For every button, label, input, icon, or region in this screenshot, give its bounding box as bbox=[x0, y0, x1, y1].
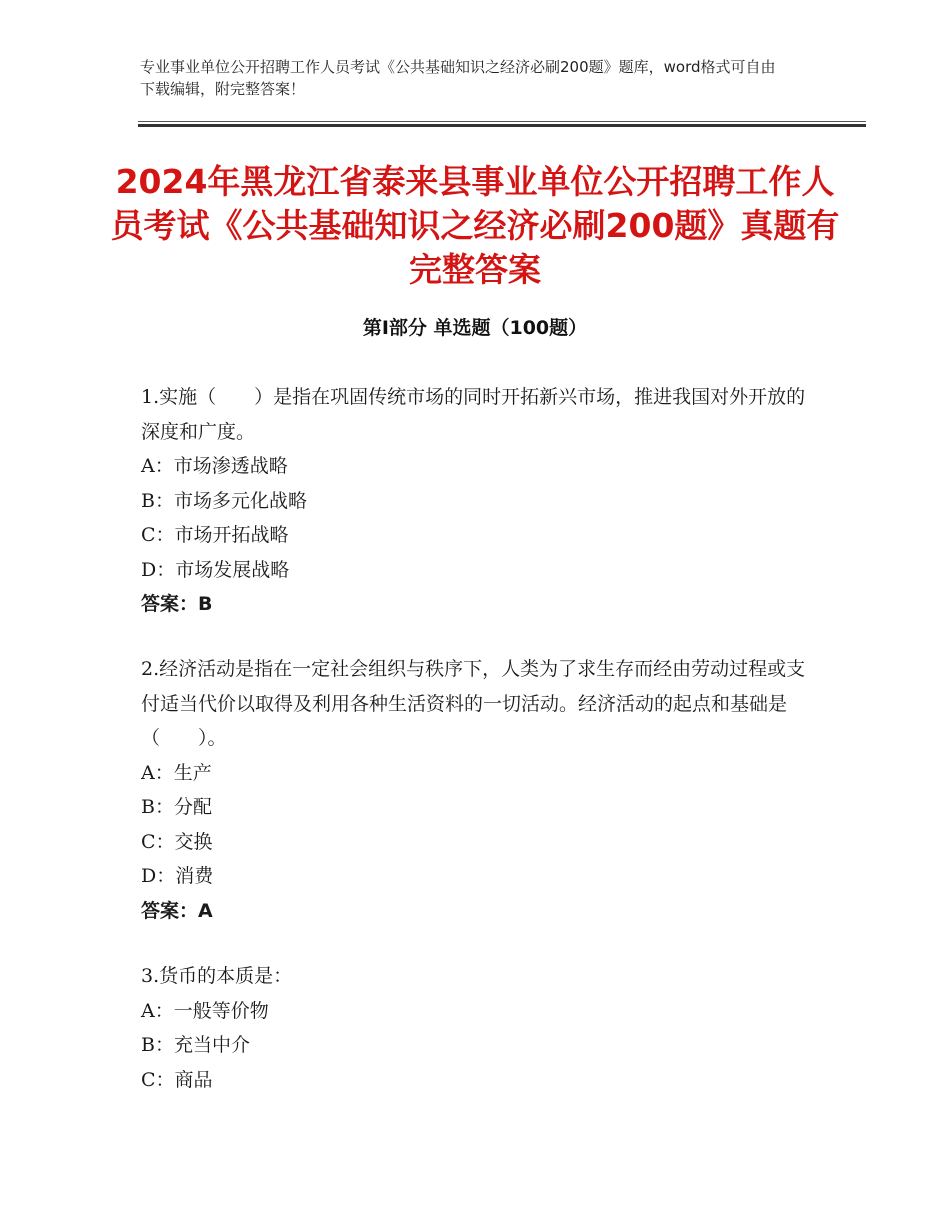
header-divider-thick bbox=[138, 124, 866, 127]
answer: 答案：A bbox=[141, 899, 213, 922]
option-c: C：商品 bbox=[141, 1068, 213, 1091]
option-a: A：一般等价物 bbox=[141, 999, 269, 1022]
option-d: D：市场发展战略 bbox=[141, 558, 290, 581]
option-c: C：交换 bbox=[141, 830, 213, 853]
question-1 bbox=[141, 380, 821, 622]
section-heading: 第Ⅰ部分 单选题（100题） bbox=[362, 317, 588, 339]
question-stem: 2.经济活动是指在一定社会组织与秩序下，人类为了求生存而经由劳动过程或支付适当代价以取得及利用各种生活资料的一切活动。经济活动的起点和基础是（ ）。 bbox=[141, 658, 806, 749]
question-stem: 3.货币的本质是： bbox=[141, 965, 293, 987]
option-d: D：消费 bbox=[141, 865, 214, 887]
option-b: B：分配 bbox=[141, 796, 212, 818]
option-b: B：市场多元化战略 bbox=[141, 489, 307, 512]
question-2 bbox=[141, 652, 821, 928]
header-note: 专业事业单位公开招聘工作人员考试《公共基础知识之经济必刷200题》题库，word格式可自由下载编辑，附完整答案！ bbox=[140, 58, 776, 98]
document-title: 2024年黑龙江省泰来县事业单位公开招聘工作人员考试《公共基础知识之经济必刷200题》真题有完整答案 bbox=[110, 162, 840, 289]
header-divider-thin bbox=[138, 121, 866, 122]
question-3 bbox=[141, 959, 821, 1097]
option-a: A：市场渗透战略 bbox=[141, 455, 288, 477]
option-c: C：市场开拓战略 bbox=[141, 524, 289, 546]
option-b: B：充当中介 bbox=[141, 1034, 250, 1056]
question-stem: 1.实施（ ）是指在巩固传统市场的同时开拓新兴市场，推进我国对外开放的深度和广度。 bbox=[141, 386, 806, 443]
answer: 答案：B bbox=[141, 593, 213, 615]
option-a: A：生产 bbox=[141, 761, 212, 784]
